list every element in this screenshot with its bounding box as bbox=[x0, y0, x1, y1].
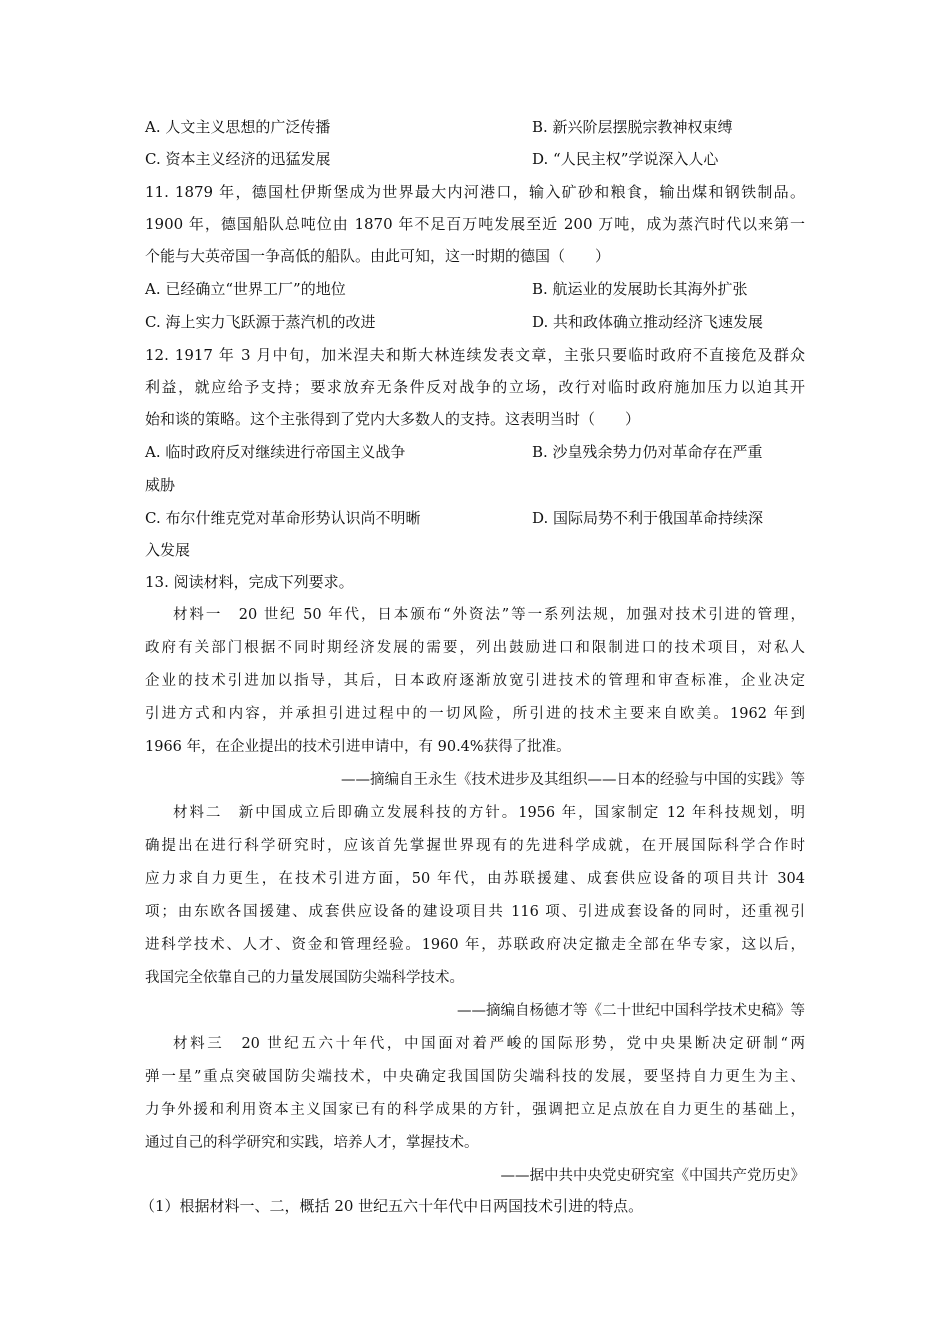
material-2-line-3: 应力求自力更生，在技术引进方面，50 年代，由苏联援建、成套供应设备的项目共计 304 bbox=[145, 871, 805, 887]
q13-subquestion-1: （1）根据材料一、二，概括 20 世纪五六十年代中日两国技术引进的特点。 bbox=[140, 1197, 644, 1215]
q11-stem-line-2: 1900 年，德国船队总吨位由 1870 年不足百万吨发展至近 200 万吨，成为蒸汽时代以来第一 bbox=[145, 215, 805, 233]
material-2-line-1: 材料二 新中国成立后即确立发展科技的方针。1956 年，国家制定 12 年科技规划，明 bbox=[173, 805, 805, 821]
material-2-source: ——摘编自杨德才等《二十世纪中国科学技术史稿》等 bbox=[457, 1003, 805, 1019]
material-3-line-1: 材料三 20 世纪五六十年代，中国面对着严峻的国际形势，党中央果断决定研制“两 bbox=[173, 1036, 805, 1052]
q12-option-b[interactable]: B. 沙皇残余势力仍对革命存在严重 bbox=[532, 443, 763, 461]
q10-option-b[interactable]: B. 新兴阶层摆脱宗教神权束缚 bbox=[532, 118, 733, 136]
q12-option-c[interactable]: C. 布尔什维克党对革命形势认识尚不明晰 bbox=[145, 509, 421, 527]
q11-option-a[interactable]: A. 已经确立“世界工厂”的地位 bbox=[145, 280, 346, 298]
q10-option-a[interactable]: A. 人文主义思想的广泛传播 bbox=[145, 118, 331, 136]
q12-stem-line-2: 利益，就应给予支持；要求放弃无条件反对战争的立场，改行对临时政府施加压力以迫其开 bbox=[145, 378, 805, 396]
q11-stem-line-1: 11. 1879 年，德国杜伊斯堡成为世界最大内河港口，输入矿砂和粮食，输出煤和钢铁制品。 bbox=[145, 183, 805, 201]
material-3-line-2: 弹一星”重点突破国防尖端技术，中央确定我国国防尖端科技的发展，要坚持自力更生为主、 bbox=[145, 1069, 805, 1085]
material-2-line-4: 项；由东欧各国援建、成套供应设备的建设项目共 116 项、引进成套设备的同时，还重视引 bbox=[145, 904, 805, 920]
q11-stem-line-3: 个能与大英帝国一争高低的船队。由此可知，这一时期的德国（ ） bbox=[145, 247, 611, 265]
q12-option-d-cont: 入发展 bbox=[145, 541, 191, 559]
material-3-line-3: 力争外援和利用资本主义国家已有的科学成果的方针，强调把立足点放在自力更生的基础上， bbox=[145, 1102, 805, 1118]
q12-stem-line-1: 12. 1917 年 3 月中旬，加米涅夫和斯大林连续发表文章，主张只要临时政府不直接危及群众 bbox=[145, 346, 805, 364]
q11-option-d[interactable]: D. 共和政体确立推动经济飞速发展 bbox=[532, 313, 764, 331]
q12-stem-line-3: 始和谈的策略。这个主张得到了党内大多数人的支持。这表明当时（ ） bbox=[145, 410, 641, 428]
q11-option-b[interactable]: B. 航运业的发展助长其海外扩张 bbox=[532, 280, 748, 298]
material-1-source: ——摘编自王永生《技术进步及其组织——日本的经验与中国的实践》等 bbox=[341, 772, 805, 788]
q12-option-a[interactable]: A. 临时政府反对继续进行帝国主义战争 bbox=[145, 443, 406, 461]
material-2-line-2: 确提出在进行科学研究时，应该首先掌握世界现有的先进科学成就，在开展国际科学合作时 bbox=[145, 838, 805, 854]
material-1-line-4: 引进方式和内容，并承担引进过程中的一切风险，所引进的技术主要来自欧美。1962 年到 bbox=[145, 706, 805, 722]
material-1-line-1: 材料一 20 世纪 50 年代，日本颁布“外资法”等一系列法规，加强对技术引进的管理， bbox=[173, 607, 805, 623]
material-3-source: ——据中共中央党史研究室《中国共产党历史》 bbox=[500, 1168, 805, 1184]
q12-option-b-cont: 威胁 bbox=[145, 476, 176, 494]
material-3-line-4: 通过自己的科学研究和实践，培养人才，掌握技术。 bbox=[145, 1135, 479, 1151]
material-1-line-2: 政府有关部门根据不同时期经济发展的需要，列出鼓励进口和限制进口的技术项目，对私人 bbox=[145, 640, 805, 656]
material-1-line-3: 企业的技术引进加以指导，其后，日本政府逐渐放宽引进技术的管理和审查标准，企业决定 bbox=[145, 673, 805, 689]
q10-option-c[interactable]: C. 资本主义经济的迅猛发展 bbox=[145, 150, 331, 168]
material-2-line-5: 进科学技术、人才、资金和管理经验。1960 年，苏联政府决定撤走全部在华专家，这以后， bbox=[145, 937, 805, 953]
q11-option-c[interactable]: C. 海上实力飞跃源于蒸汽机的改进 bbox=[145, 313, 376, 331]
q10-option-d[interactable]: D. “人民主权”学说深入人心 bbox=[532, 150, 719, 168]
q13-intro: 13. 阅读材料，完成下列要求。 bbox=[145, 573, 354, 591]
material-1-line-5: 1966 年，在企业提出的技术引进申请中，有 90.4%获得了批准。 bbox=[145, 739, 571, 755]
material-2-line-6: 我国完全依靠自己的力量发展国防尖端科学技术。 bbox=[145, 970, 464, 986]
q12-option-d[interactable]: D. 国际局势不利于俄国革命持续深 bbox=[532, 509, 764, 527]
